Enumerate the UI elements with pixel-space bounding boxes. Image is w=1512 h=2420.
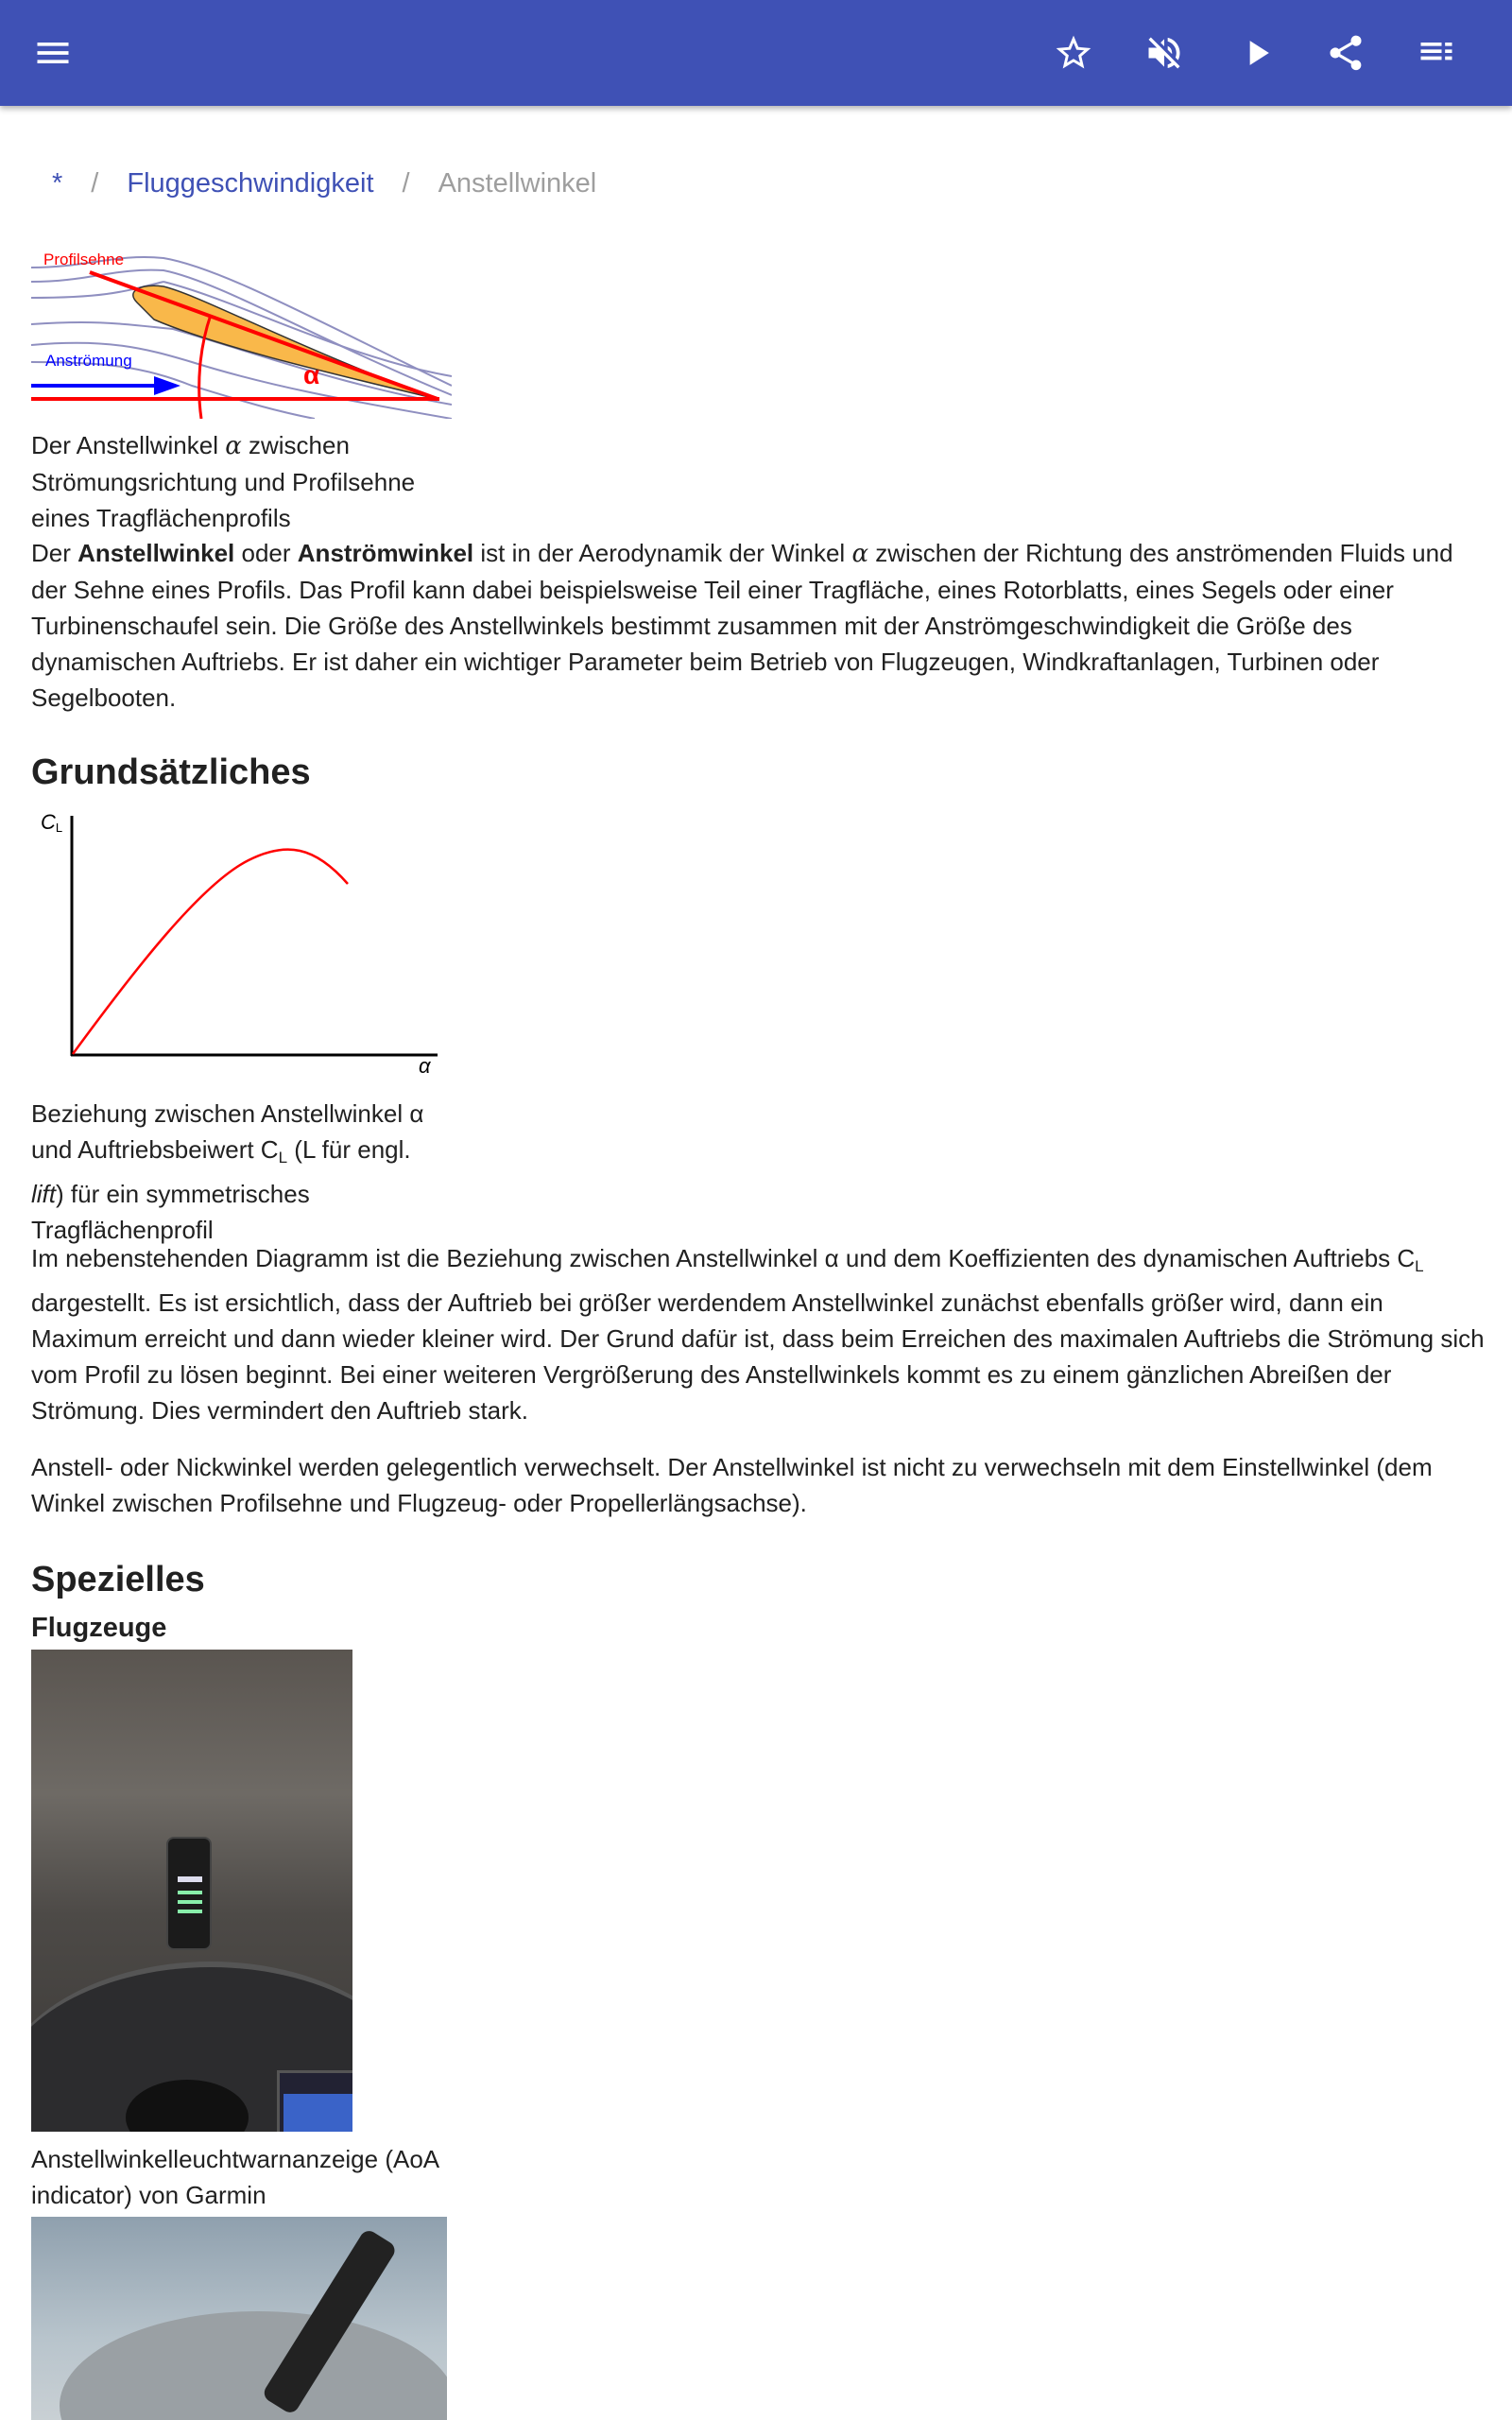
paragraph-lift: Im nebenstehenden Diagramm ist die Beziehung zwischen Anstellwinkel α und dem Koeffizienten des dynamischen Auftriebs $C_L$ dargestellt. Es ist ersichtlich, dass der Auftrieb bei größer werdendem Anstellwinkel zunächst ebenfalls größer wird, dann ein Maximum erreicht und dann wieder kleiner wird. Der Grund dafür ist, dass beim Erreichen des maximalen Auftriebs die Strömung sich vom Profil zu lösen beginnt. Bei einer weiteren Vergrößerung des Anstellwinkels kommt es zu einem gänzlichen Abreißen der Strömung. Dies vermindert den Auftrieb stark. — [31, 1244, 1485, 1425]
section-heading-spezielles: Spezielles — [31, 1560, 205, 1599]
aoa-indicator-photo[interactable] — [31, 1650, 352, 2132]
breadcrumb-separator: / — [402, 168, 410, 199]
airfoil-diagram[interactable] — [31, 244, 452, 419]
app-bar — [0, 0, 1512, 106]
lift-curve-chart[interactable] — [31, 808, 447, 1082]
garmin-display — [277, 2070, 352, 2132]
lift-curve — [73, 850, 348, 1054]
figure1-caption: Der Anstellwinkel α zwischen Strömungsrichtung und Profilsehne eines Tragflächenprofils — [31, 431, 416, 532]
chord-line — [90, 272, 438, 399]
volume-off-icon[interactable] — [1138, 26, 1191, 79]
playlist-icon[interactable] — [1410, 26, 1463, 79]
photo1-caption: Anstellwinkelleuchtwarnanzeige (AoA indicator) von Garmin — [31, 2145, 438, 2209]
breadcrumb-parent[interactable]: Fluggeschwindigkeit — [127, 168, 374, 199]
breadcrumb-separator: / — [91, 168, 99, 199]
intro-paragraph: Der Anstellwinkel oder Anströmwinkel ist in der Aerodynamik der Winkel α zwischen der Richtung des anströmenden Fluids und der Sehne eines Profils. Das Profil kann dabei beispielsweise Teil einer Tragfläche, eines Rotorblatts, eines Segels oder einer Turbinenschaufel sein. Die Größe des Anstellwinkels bestimmt zusammen mit der Anströmgeschwindigkeit die Größe des dynamischen Auftriebs. Er ist daher ein wichtiger Parameter beim Betrieb von Flugzeugen, Windkraftanlagen, Turbinen oder Segelbooten. — [31, 539, 1453, 712]
y-axis-label: CL — [41, 810, 63, 835]
x-axis-label: α — [419, 1054, 431, 1078]
share-icon[interactable] — [1319, 26, 1372, 79]
breadcrumb-current: Anstellwinkel — [438, 168, 597, 199]
aoa-vane-photo[interactable] — [31, 2217, 447, 2420]
paragraph-confusion: Anstell- oder Nickwinkel werden gelegentlich verwechselt. Der Anstellwinkel ist nicht zu verwechseln mit dem Einstellwinkel (dem Winkel zwischen Profilsehne und Flugzeug- oder Propellerlängsachse). — [31, 1453, 1433, 1517]
star-icon[interactable] — [1047, 26, 1100, 79]
aoa-indicator-device — [166, 1837, 212, 1950]
breadcrumb — [52, 168, 596, 199]
label-alpha: α — [303, 360, 320, 389]
section-heading-grundsaetzliches: Grundsätzliches — [31, 752, 311, 792]
breadcrumb-root[interactable]: * — [52, 168, 63, 199]
label-flow: Anströmung — [45, 352, 132, 370]
chart-caption: Beziehung zwischen Anstellwinkel α und Auftriebsbeiwert $C_L$ (L für engl. lift) für ein symmetrisches Tragflächenprofil — [31, 1099, 424, 1244]
subheading-flugzeuge: Flugzeuge — [31, 1613, 167, 1643]
play-icon[interactable] — [1230, 26, 1283, 79]
menu-icon[interactable] — [26, 26, 79, 79]
label-chord: Profilsehne — [43, 251, 125, 268]
